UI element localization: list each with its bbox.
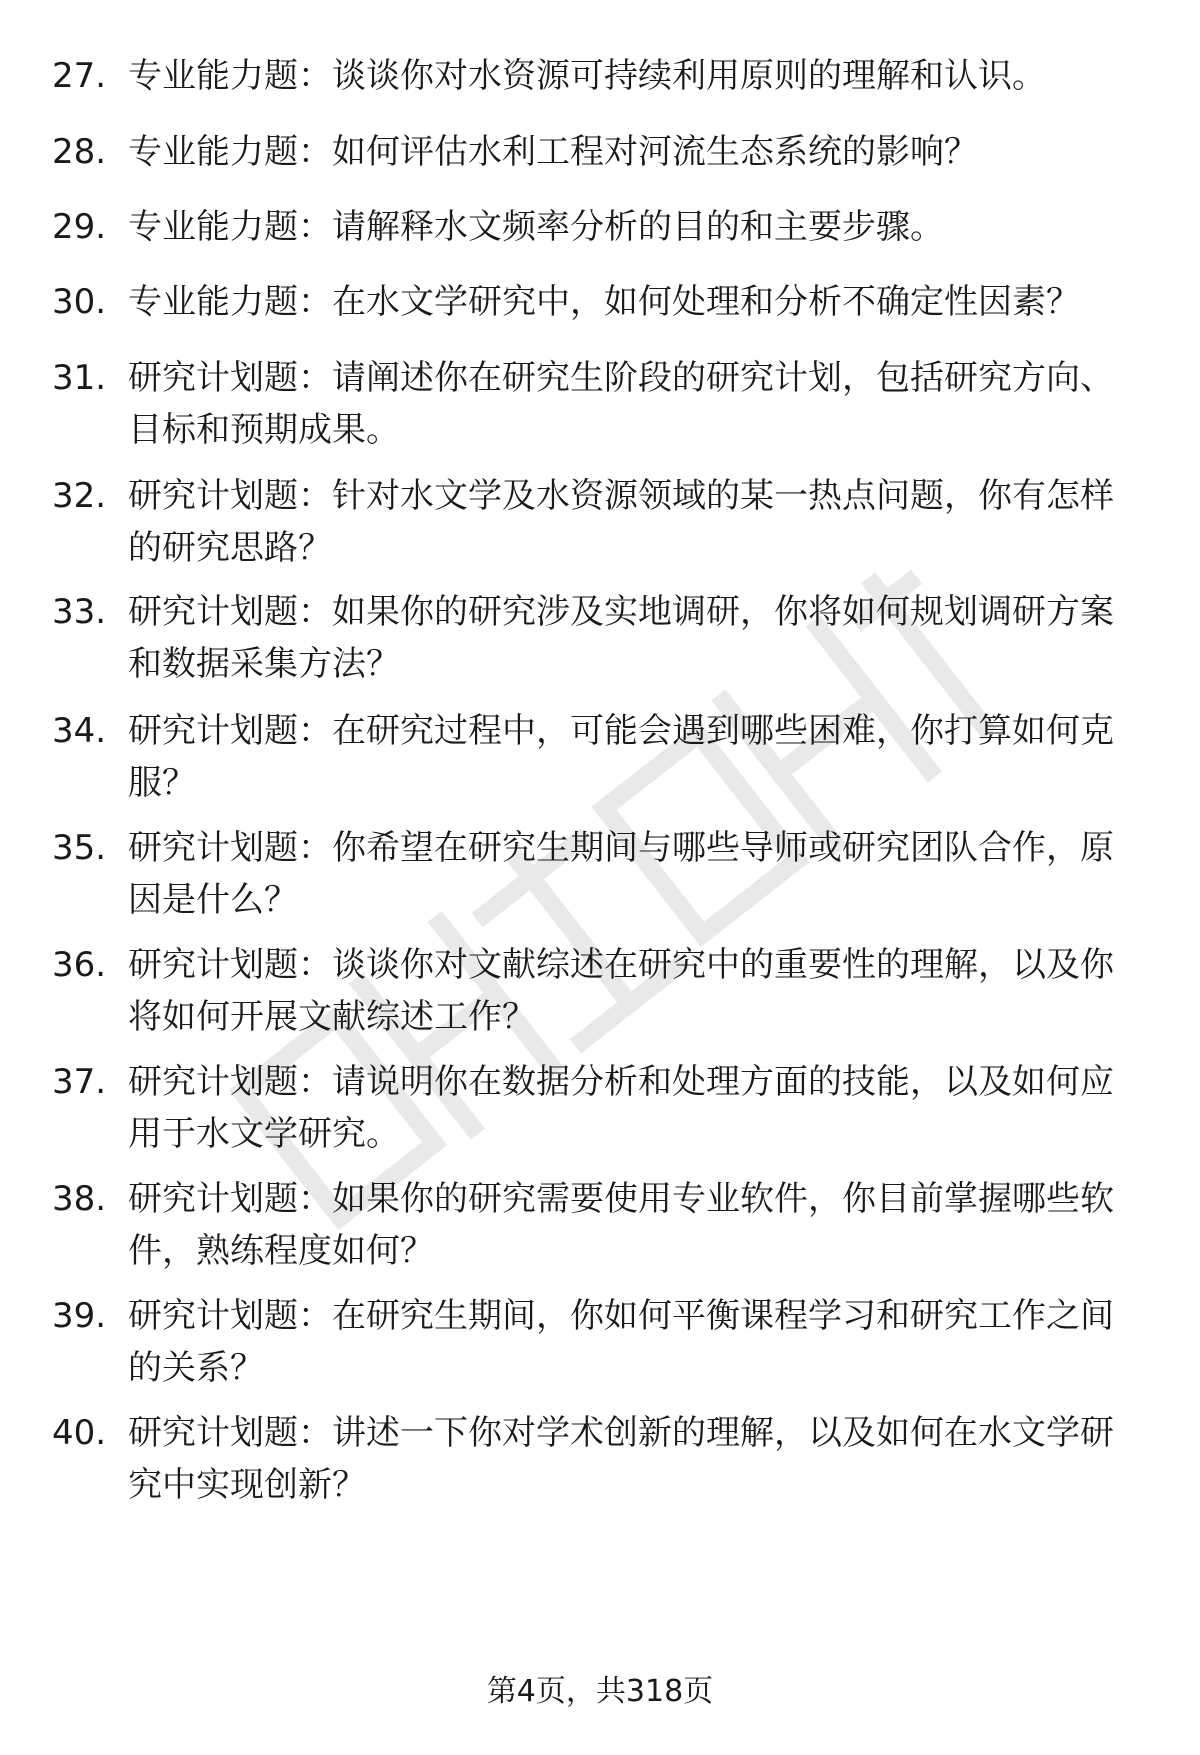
question-text: 研究计划题：针对水文学及水资源领域的某一热点问题，你有怎样的研究思路？: [128, 476, 1114, 568]
question-number: 31.: [52, 358, 107, 398]
question-text: 研究计划题：如果你的研究需要使用专业软件，你目前掌握哪些软件，熟练程度如何？: [128, 1179, 1114, 1271]
question-number: 30.: [52, 282, 107, 322]
question-number: 28.: [52, 132, 107, 172]
question-text: 研究计划题：在研究生期间，你如何平衡课程学习和研究工作之间的关系？: [128, 1296, 1114, 1388]
question-number: 32.: [52, 476, 107, 516]
question-number: 34.: [52, 711, 107, 751]
question-text: 研究计划题：如果你的研究涉及实地调研，你将如何规划调研方案和数据采集方法？: [128, 592, 1114, 684]
question-number: 39.: [52, 1296, 107, 1336]
question-number: 29.: [52, 207, 107, 247]
question-number: 38.: [52, 1179, 107, 1219]
question-text: 研究计划题：请阐述你在研究生阶段的研究计划，包括研究方向、目标和预期成果。: [128, 358, 1114, 450]
question-number: 37.: [52, 1062, 107, 1102]
question-number: 27.: [52, 56, 107, 96]
question-number: 35.: [52, 828, 107, 868]
question-text: 研究计划题：你希望在研究生期间与哪些导师或研究团队合作，原因是什么？: [128, 828, 1114, 920]
question-number: 40.: [52, 1413, 107, 1453]
question-number: 36.: [52, 945, 107, 985]
question-text: 专业能力题：在水文学研究中，如何处理和分析不确定性因素？: [128, 282, 1080, 322]
question-text: 专业能力题：谈谈你对水资源可持续利用原则的理解和认识。: [128, 56, 1046, 96]
question-text: 专业能力题：请解释水文频率分析的目的和主要步骤。: [128, 207, 944, 247]
question-text: 专业能力题：如何评估水利工程对河流生态系统的影响？: [128, 132, 978, 172]
question-text: 研究计划题：谈谈你对文献综述在研究中的重要性的理解，以及你将如何开展文献综述工作？: [128, 945, 1114, 1037]
question-text: 研究计划题：在研究过程中，可能会遇到哪些困难，你打算如何克服？: [128, 711, 1114, 803]
question-number: 33.: [52, 592, 107, 632]
question-text: 研究计划题：讲述一下你对学术创新的理解，以及如何在水文学研究中实现创新？: [128, 1413, 1114, 1505]
page-number: 第4页，共318页: [486, 1674, 714, 1709]
question-text: 研究计划题：请说明你在数据分析和处理方面的技能，以及如何应用于水文学研究。: [128, 1062, 1114, 1154]
